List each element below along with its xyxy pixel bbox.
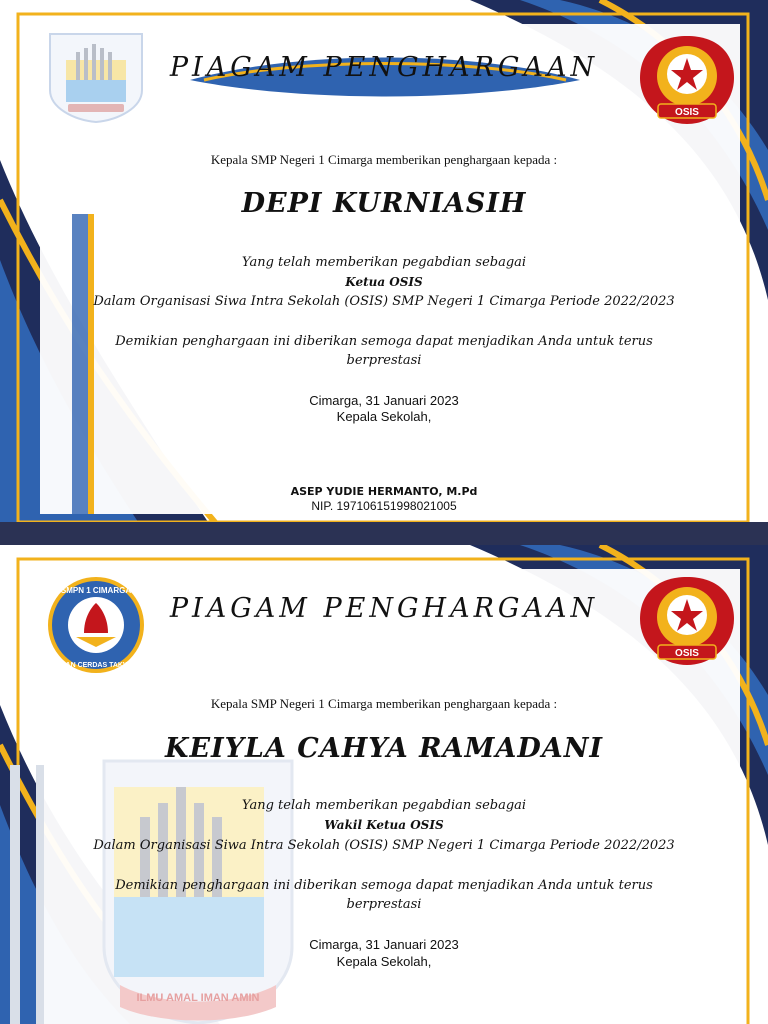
recipient-name: KEIYLA CAHYA RAMADANI xyxy=(164,733,604,764)
place-date: Cimarga, 31 Januari 2023 xyxy=(309,393,459,408)
osis-logo xyxy=(636,32,738,128)
closing-line-2: berprestasi xyxy=(346,353,422,368)
service-line: Yang telah memberikan pegabdian sebagai xyxy=(241,255,527,270)
closing-line-1: Demikian penghargaan ini diberikan semoga dapat menjadikan Anda untuk terus xyxy=(115,878,653,893)
intro-text: Kepala SMP Negeri 1 Cimarga memberikan penghargaan kepada : xyxy=(210,696,558,711)
certificate-heading: PIAGAM PENGHARGAAN xyxy=(169,52,599,83)
organization-line: Dalam Organisasi Siwa Intra Sekolah (OSIS) SMP Negeri 1 Cimarga Periode 2022/2023 xyxy=(93,838,675,853)
school-logo-bottom-text: IMAN CERDAS TAKWA xyxy=(57,662,135,669)
place-date: Cimarga, 31 Januari 2023 xyxy=(309,937,459,952)
recipient-name: DEPI KURNIASIH xyxy=(241,188,527,219)
school-logo-top-text: SMPN 1 CIMARGA xyxy=(60,586,132,595)
osis-logo xyxy=(636,573,738,669)
certificate-heading: PIAGAM PENGHARGAAN xyxy=(169,593,599,624)
intro-text: Kepala SMP Negeri 1 Cimarga memberikan penghargaan kepada : xyxy=(210,152,558,167)
signer-nip: NIP. 197106151998021005 xyxy=(311,499,457,513)
signer-title: Kepala Sekolah, xyxy=(336,409,432,424)
osis-logo-label: OSIS xyxy=(675,107,699,118)
closing-line-1: Demikian penghargaan ini diberikan semoga dapat menjadikan Anda untuk terus xyxy=(115,334,653,349)
school-logo xyxy=(44,573,148,677)
certificate-2 xyxy=(0,545,768,1024)
closing-line-2: berprestasi xyxy=(346,897,422,912)
signer-title: Kepala Sekolah, xyxy=(336,954,432,969)
service-line: Yang telah memberikan pegabdian sebagai xyxy=(241,798,527,813)
signer-name: ASEP YUDIE HERMANTO, M.Pd xyxy=(290,485,478,498)
osis-logo-label: OSIS xyxy=(675,648,699,659)
organization-line: Dalam Organisasi Siwa Intra Sekolah (OSIS) SMP Negeri 1 Cimarga Periode 2022/2023 xyxy=(93,294,675,309)
role-title: Ketua OSIS xyxy=(345,275,423,289)
watermark-text: ILMU AMAL IMAN AMIN xyxy=(136,992,260,1004)
role-title: Wakil Ketua OSIS xyxy=(324,818,444,832)
